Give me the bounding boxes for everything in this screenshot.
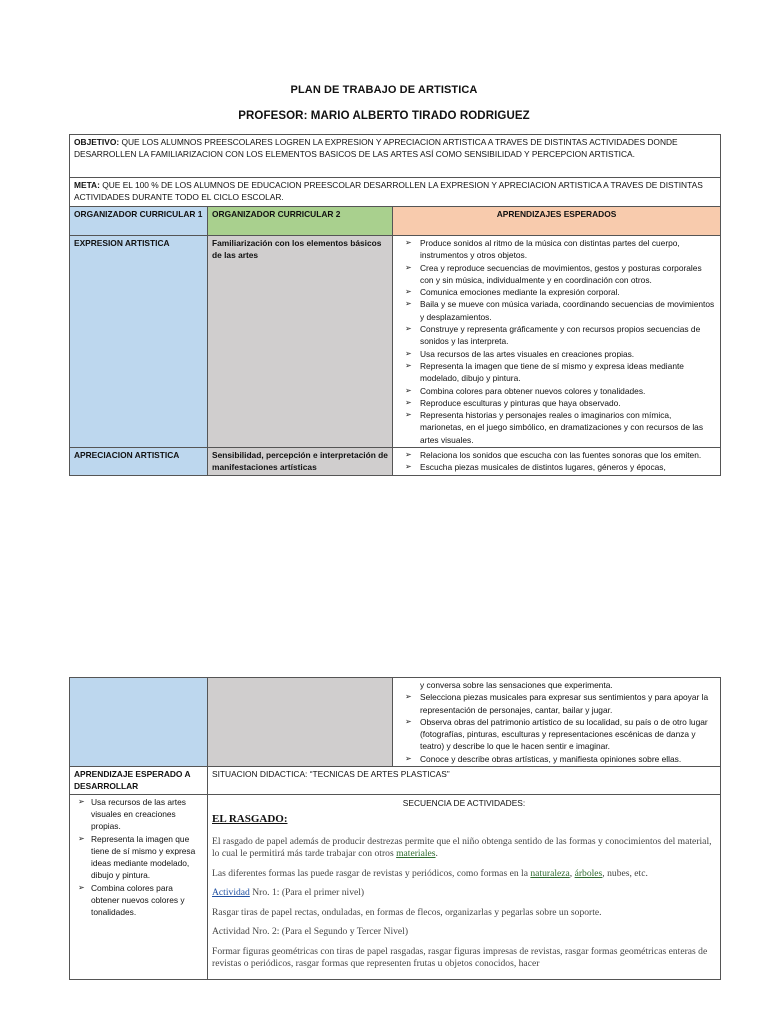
list-item: ➢ Construye y representa gráficamente y con recursos propios secuencias de sonidos y las interpreta. — [397, 323, 716, 348]
learning-to-develop-cell — [70, 794, 208, 979]
list-item: ➢ Combina colores para obtener nuevos colores y tonalidades. — [74, 882, 203, 919]
continuation-row — [70, 678, 721, 767]
paragraph-text: El rasgado de papel además de producir destrezas permite que el niño obtenga sentido de las formas y conocimientos del material, lo cual le permitirá más tarde trabajar con otros — [212, 835, 712, 860]
continuation-organizer-1 — [70, 678, 208, 767]
continuation-learning-cell — [393, 678, 721, 767]
list-item: ➢ Observa obras del patrimonio artístico de su localidad, su país o de otro lugar (fotografías, pinturas, esculturas y representaciones escénicas de danza y teatro) y describe lo que le hacen sentir e imaginar. — [397, 716, 716, 753]
list-item: ➢ Crea y reproduce secuencias de movimientos, gestos y posturas corporales con y sin música, individualmente y en coordinación con otros. — [397, 262, 716, 287]
objective-cell — [70, 135, 721, 178]
apreciacion-learning-cell — [393, 448, 721, 476]
header-expected-learning: APRENDIZAJES ESPERADOS — [393, 207, 721, 236]
header-organizer-1: ORGANIZADOR CURRICULAR 1 — [70, 207, 208, 236]
continuation-table — [69, 677, 721, 980]
continuation-organizer-2 — [208, 678, 393, 767]
list-item: ➢ Representa la imagen que tiene de sí mismo y expresa ideas mediante modelado, dibujo y pintura. — [397, 360, 716, 385]
apreciacion-organizer-1: APRECIACION ARTISTICA — [70, 448, 208, 476]
header-organizer-2: ORGANIZADOR CURRICULAR 2 — [208, 207, 393, 236]
paragraph-4: Formar figuras geométricas con tiras de papel rasgadas, rasgar figuras impresas de revistas, rasgar formas geométricas enteras de revistas o periódicos, rasgar formas que representen frutas u objetos conocidos, hacer — [212, 945, 708, 970]
goal-label: META: — [74, 180, 100, 190]
situation-header-row — [70, 767, 721, 795]
naturaleza-link[interactable]: naturaleza — [530, 867, 570, 879]
list-item: ➢ Relaciona los sonidos que escucha con las fuentes sonoras que los emiten. — [397, 449, 716, 461]
apreciacion-row — [70, 448, 721, 476]
continuation-line: y conversa sobre las sensaciones que experimenta. — [420, 680, 613, 690]
plan-table — [69, 134, 721, 476]
list-item: ➢ Usa recursos de las artes visuales en creaciones propias. — [397, 348, 716, 360]
list-item: ➢ Escucha piezas musicales de distintos lugares, géneros y épocas, — [397, 461, 716, 473]
activity-1-text: Nro. 1: (Para el primer nivel) — [249, 887, 365, 899]
arboles-link[interactable]: árboles — [574, 867, 603, 879]
actividad-link[interactable]: Actividad — [212, 887, 250, 899]
list-item: ➢ Representa historias y personajes reales o imaginarios con mímica, marionetas, en el juego simbólico, en dramatizaciones y con recursos de las artes visuales. — [397, 409, 716, 446]
activities-row — [70, 794, 721, 979]
list-item: ➢ Usa recursos de las artes visuales en creaciones propias. — [74, 796, 203, 833]
list-item: ➢ Conoce y describe obras artísticas, y manifiesta opiniones sobre ellas. — [397, 753, 716, 765]
objective-label: OBJETIVO: — [74, 137, 120, 147]
expresion-learning-cell — [393, 236, 721, 448]
expresion-learning-list — [397, 237, 716, 446]
paragraph-text: . — [435, 848, 438, 860]
goal-cell — [70, 178, 721, 207]
section-heading: EL RASGADO: — [212, 813, 288, 826]
list-item: ➢ Representa la imagen que tiene de sí mismo y expresa ideas mediante modelado, dibujo y pintura. — [74, 833, 203, 882]
list-item: ➢ Baila y se mueve con música variada, coordinando secuencias de movimientos y desplazamientos. — [397, 298, 716, 323]
apreciacion-organizer-2: Sensibilidad, percepción e interpretación de manifestaciones artísticas — [208, 448, 393, 476]
materiales-link[interactable]: materiales — [396, 848, 436, 860]
expresion-organizer-1: EXPRESION ARTISTICA — [70, 236, 208, 448]
activity-2-line: Actividad Nro. 2: (Para el Segundo y Tercer Nivel) — [212, 926, 409, 938]
objective-text: QUE LOS ALUMNOS PREESCOLARES LOGREN LA EXPRESION Y APRECIACION ARTISTICA A TRAVES DE DISTINTAS ACTIVIDADES DONDE DESARROLLEN LA FAMILIARIZACION CON LOS ELEMENTOS BASICOS DE LAS ARTES ASÍ COMO SENSIBILIDAD Y PERCEPCION ARTISTICA. — [74, 137, 678, 160]
page-title: PLAN DE TRABAJO DE ARTISTICA — [290, 84, 478, 96]
list-item: ➢ Comunica emociones mediante la expresión corporal. — [397, 286, 716, 298]
goal-row — [70, 178, 721, 207]
didactic-situation: SITUACION DIDACTICA: “TECNICAS DE ARTES PLASTICAS” — [208, 767, 721, 795]
teacher-name: PROFESOR: MARIO ALBERTO TIRADO RODRIGUEZ — [238, 110, 530, 122]
objective-row — [70, 135, 721, 178]
learning-to-develop-label: APRENDIZAJE ESPERADO A DESARROLLAR — [70, 767, 208, 795]
sequence-title: SECUENCIA DE ACTIVIDADES: — [402, 797, 526, 808]
paragraph-3: Rasgar tiras de papel rectas, onduladas, en formas de flecos, organizarlas y pegarlas sobre un soporte. — [212, 906, 602, 918]
apreciacion-learning-list — [397, 449, 716, 474]
header-row — [70, 207, 721, 236]
paragraph-text: , — [569, 867, 575, 879]
list-item: ➢ Combina colores para obtener nuevos colores y tonalidades. — [397, 385, 716, 397]
continuation-learning-list — [397, 691, 716, 765]
paragraph-1 — [212, 836, 716, 861]
paragraph-2 — [212, 868, 716, 881]
learning-to-develop-list — [74, 796, 203, 919]
activities-cell — [208, 794, 721, 979]
goal-text: QUE EL 100 % DE LOS ALUMNOS DE EDUCACION PREESCOLAR DESARROLLEN LA EXPRESION Y APRECIACION ARTISTICA A TRAVES DE DISTINTAS ACTIVIDADES DURANTE TODO EL CICLO ESCOLAR. — [74, 180, 703, 203]
expresion-organizer-2: Familiarización con los elementos básicos de las artes — [208, 236, 393, 448]
expresion-row — [70, 236, 721, 448]
list-item: ➢ Reproduce esculturas y pinturas que haya observado. — [397, 397, 716, 409]
list-item: ➢ Selecciona piezas musicales para expresar sus sentimientos y para apoyar la representación de personajes, cantar, bailar y jugar. — [397, 691, 716, 716]
paragraph-text: , nubes, etc. — [602, 867, 648, 879]
list-item: ➢ Produce sonidos al ritmo de la música con distintas partes del cuerpo, instrumentos y otros objetos. — [397, 237, 716, 262]
activity-1-line — [212, 887, 716, 900]
paragraph-text: Las diferentes formas las puede rasgar de revistas y periódicos, como formas en la — [212, 867, 531, 879]
